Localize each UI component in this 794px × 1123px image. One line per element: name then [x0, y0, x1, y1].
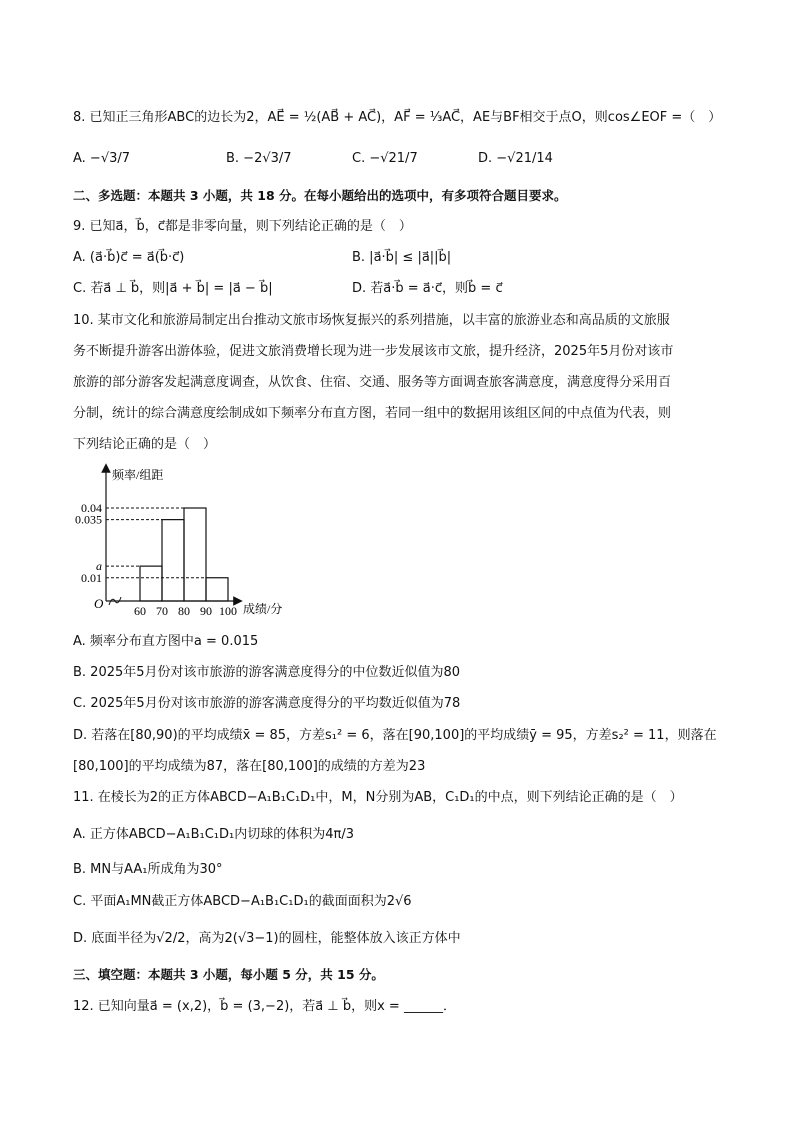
x-axis-label: 成绩/分: [243, 602, 283, 616]
histogram-bar: [184, 508, 206, 601]
question-10-stem-line-2: 务不断提升游客出游体验，促进文旅消费增长现为进一步发展该市文旅，提升经济，2025年5月份对该市: [73, 344, 674, 359]
question-9-option-a: A. (a⃗·b⃗)c⃗ = a⃗(b⃗·c⃗): [73, 250, 185, 265]
axis-break-icon: [109, 597, 121, 605]
frequency-histogram: [68, 462, 308, 622]
y-tick-label: a: [96, 559, 102, 574]
question-8-option-a: A. −√3/7: [73, 151, 131, 166]
question-11-option-a: A. 正方体ABCD−A₁B₁C₁D₁内切球的体积为4π/3: [73, 827, 354, 842]
question-9-option-b: B. |a⃗·b⃗| ≤ |a⃗||b⃗|: [352, 250, 452, 265]
question-10-stem-line-5: 下列结论正确的是（ ）: [73, 437, 217, 452]
question-10-option-b: B. 2025年5月份对该市旅游的游客满意度得分的中位数近似值为80: [73, 665, 461, 680]
histogram-bar: [206, 578, 228, 601]
y-tick-label: 0.04: [81, 501, 102, 515]
histogram-bar: [140, 566, 162, 601]
question-9-option-c: C. 若a⃗ ⊥ b⃗，则|a⃗ + b⃗| = |a⃗ − b⃗|: [73, 281, 273, 296]
question-10-stem-line-4: 分制，统计的综合满意度绘制成如下频率分布直方图，若同一组中的数据用该组区间的中点值为代表，则: [73, 406, 672, 421]
question-12-stem: 12. 已知向量a⃗ = (x,2)，b⃗ = (3,−2)，若a⃗ ⊥ b⃗，则x = ______．: [73, 999, 456, 1014]
question-8-stem: 8. 已知正三角形ABC的边长为2，AE⃗ = ½(AB⃗ + AC⃗)，AF⃗ = ⅓AC⃗，AE与BF相交于点O，则cos∠EOF =（ ）: [73, 110, 722, 125]
x-tick-label: 90: [200, 604, 212, 618]
question-9-stem: 9. 已知a⃗，b⃗，c⃗都是非零向量，则下列结论正确的是（ ）: [73, 219, 412, 234]
question-10-option-a: A. 频率分布直方图中a = 0.015: [73, 634, 259, 649]
question-10-option-d-line-2: [80,100]的平均成绩为87，落在[80,100]的成绩的方差为23: [73, 759, 426, 774]
question-10-option-c: C. 2025年5月份对该市旅游的游客满意度得分的平均数近似值为78: [73, 696, 461, 711]
x-tick-label: 80: [178, 604, 190, 618]
x-tick-label: 70: [156, 604, 168, 618]
x-tick-label: 60: [134, 604, 146, 618]
x-tick-label: 100: [219, 604, 237, 618]
question-8-option-d: D. −√21/14: [478, 151, 553, 166]
y-axis-label: 频率/组距: [112, 468, 164, 482]
y-tick-label: 0.035: [75, 512, 102, 527]
question-11-option-d: D. 底面半径为√2/2，高为2(√3−1)的圆柱，能整体放入该正方体中: [73, 931, 461, 946]
histogram-bar: [162, 520, 184, 601]
section-3-heading: 三、填空题：本题共 3 小题，每小题 5 分，共 15 分。: [73, 967, 384, 982]
y-tick-label: 0.01: [81, 570, 102, 585]
question-10-stem-line-3: 旅游的部分游客发起满意度调查，从饮食、住宿、交通、服务等方面调查旅客满意度，满意度得分采用百: [73, 375, 672, 390]
question-10-stem-line-1: 10. 某市文化和旅游局制定出台推动文旅市场恢复振兴的系列措施，以丰富的旅游业态和高品质的文旅服: [73, 313, 670, 328]
question-9-option-d: D. 若a⃗·b⃗ = a⃗·c⃗，则b⃗ = c⃗: [352, 281, 503, 296]
question-11-option-b: B. MN与AA₁所成角为30°: [73, 862, 223, 877]
question-11-option-c: C. 平面A₁MN截正方体ABCD−A₁B₁C₁D₁的截面面积为2√6: [73, 894, 412, 909]
question-10-option-d-line-1: D. 若落在[80,90)的平均成绩x̄ = 85，方差s₁² = 6，落在[90,100]的平均成绩ȳ = 95，方差s₂² = 11，则落在: [73, 728, 717, 743]
section-2-heading: 二、多选题：本题共 3 小题，共 18 分。在每小题给出的选项中，有多项符合题目要求。: [73, 188, 567, 203]
question-8-option-b: B. −2√3/7: [226, 151, 292, 166]
origin-label: O: [94, 596, 104, 611]
question-8-option-c: C. −√21/7: [352, 151, 418, 166]
question-11-stem: 11. 在棱长为2的正方体ABCD−A₁B₁C₁D₁中，M，N分别为AB，C₁D₁的中点，则下列结论正确的是（ ）: [73, 790, 683, 805]
